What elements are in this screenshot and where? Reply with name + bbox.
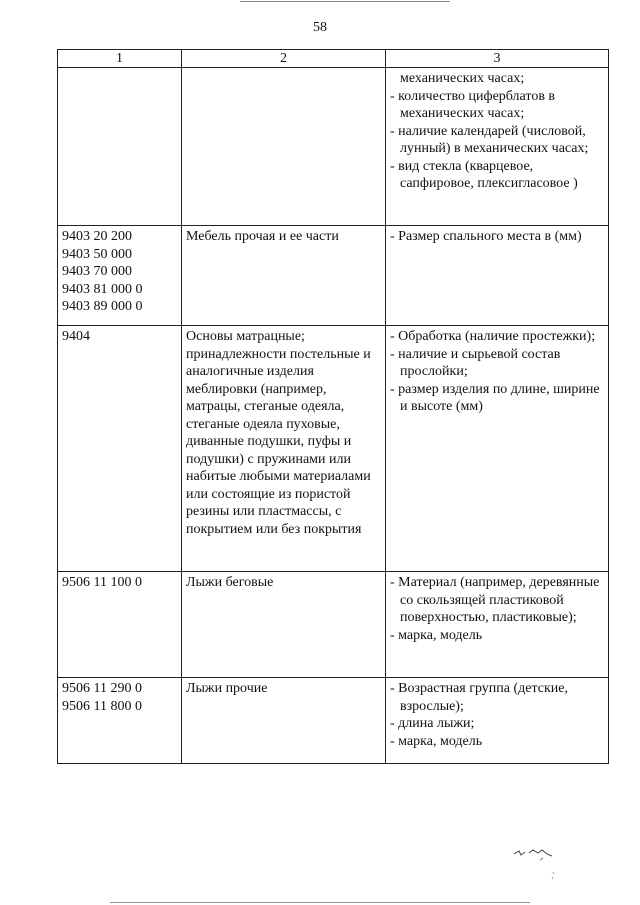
table-row xyxy=(58,68,609,226)
list-dash: - xyxy=(390,158,399,174)
feature-item xyxy=(390,158,604,193)
feature-text: вид стекла (кварцевое, сапфировое, плексигласовое ) xyxy=(398,158,578,191)
table-row xyxy=(58,326,609,572)
product-name-cell xyxy=(182,326,386,572)
feature-item xyxy=(390,328,604,346)
list-dash: - xyxy=(390,123,399,139)
header-row xyxy=(58,50,609,68)
feature-item xyxy=(390,627,604,645)
feature-item xyxy=(390,88,604,123)
product-name: Основы матрацные; принадлежности постельные и аналогичные изделия меблировки (например, матрацы, стеганые одеяла, стеганые одеяла пуховые, диванные подушки, пуфы и подушки) с пружинами или набитые любыми материалами или состоящие из пористой резины или пластмассы, с покрытием или без покрытия xyxy=(186,329,371,537)
feature-text: наличие календарей (числовой, лунный) в механических часах; xyxy=(398,123,589,156)
bottom-edge-rule xyxy=(110,902,530,903)
product-name-cell xyxy=(182,68,386,226)
handwritten-signature-icon xyxy=(512,846,562,882)
product-name-cell xyxy=(182,678,386,764)
code-cell xyxy=(58,572,182,678)
feature-text: Материал (например, деревянные со скользящей пластиковой поверхностью, пластиковые); xyxy=(398,575,600,625)
feature-text: Возрастная группа (детские, взрослые); xyxy=(398,681,568,714)
list-dash: - xyxy=(390,733,399,749)
list-dash: - xyxy=(390,346,399,362)
table-body xyxy=(58,68,609,764)
tnved-code: 9403 89 000 0 xyxy=(62,299,143,314)
feature-item xyxy=(390,123,604,158)
table-row xyxy=(58,678,609,764)
feature-item xyxy=(390,70,604,88)
list-dash: - xyxy=(390,329,399,344)
feature-text: количество циферблатов в механических часах; xyxy=(398,88,556,121)
features-cell xyxy=(386,68,609,226)
list-dash: - xyxy=(390,229,399,244)
feature-item xyxy=(390,733,604,751)
tnved-code: 9403 70 000 xyxy=(62,264,132,279)
feature-item xyxy=(390,381,604,416)
product-name: Лыжи прочие xyxy=(186,681,268,696)
product-name: Мебель прочая и ее части xyxy=(186,229,339,244)
features-cell xyxy=(386,572,609,678)
table-row xyxy=(58,572,609,678)
classification-table xyxy=(57,49,609,764)
header-col-2: 2 xyxy=(182,50,386,68)
tnved-code: 9506 11 100 0 xyxy=(62,575,142,590)
feature-item xyxy=(390,715,604,733)
header-col-3: 3 xyxy=(386,50,609,68)
feature-text: размер изделия по длине, ширине и высоте (мм) xyxy=(398,381,600,414)
product-name-cell xyxy=(182,226,386,326)
feature-text: марка, модель xyxy=(398,627,483,643)
features-cell xyxy=(386,226,609,326)
product-name-cell xyxy=(182,572,386,678)
code-cell xyxy=(58,68,182,226)
tnved-code: 9506 11 800 0 xyxy=(62,698,142,714)
feature-text: марка, модель xyxy=(398,733,483,749)
signature-mark xyxy=(512,846,562,887)
features-cell xyxy=(386,678,609,764)
list-dash: - xyxy=(390,716,399,731)
code-cell xyxy=(58,326,182,572)
feature-text: длина лыжи; xyxy=(398,716,475,731)
tnved-code: 9404 xyxy=(62,329,90,344)
code-cell xyxy=(58,226,182,326)
list-dash: - xyxy=(390,575,399,590)
list-dash: - xyxy=(390,681,399,696)
feature-item xyxy=(390,346,604,381)
code-cell xyxy=(58,678,182,764)
feature-text: наличие и сырьевой состав прослойки; xyxy=(398,346,561,379)
header-col-1: 1 xyxy=(58,50,182,68)
table-header xyxy=(58,50,609,68)
feature-item xyxy=(390,680,604,715)
tnved-code: 9403 81 000 0 xyxy=(62,281,143,297)
tnved-code: 9506 11 290 0 xyxy=(62,681,142,696)
list-dash: - xyxy=(390,381,399,397)
feature-item xyxy=(390,574,604,627)
product-name: Лыжи беговые xyxy=(186,575,274,590)
list-dash: - xyxy=(390,627,399,643)
table-row xyxy=(58,226,609,326)
top-edge-rule xyxy=(240,1,450,2)
feature-text: механических часах; xyxy=(400,71,525,86)
feature-text: Обработка (наличие простежки); xyxy=(398,329,596,344)
feature-item xyxy=(390,228,604,246)
tnved-code: 9403 20 200 xyxy=(62,229,132,244)
tnved-code: 9403 50 000 xyxy=(62,246,132,262)
page-number: 58 xyxy=(313,20,327,35)
features-cell xyxy=(386,326,609,572)
list-dash: - xyxy=(390,88,399,104)
feature-text: Размер спального места в (мм) xyxy=(398,229,582,244)
